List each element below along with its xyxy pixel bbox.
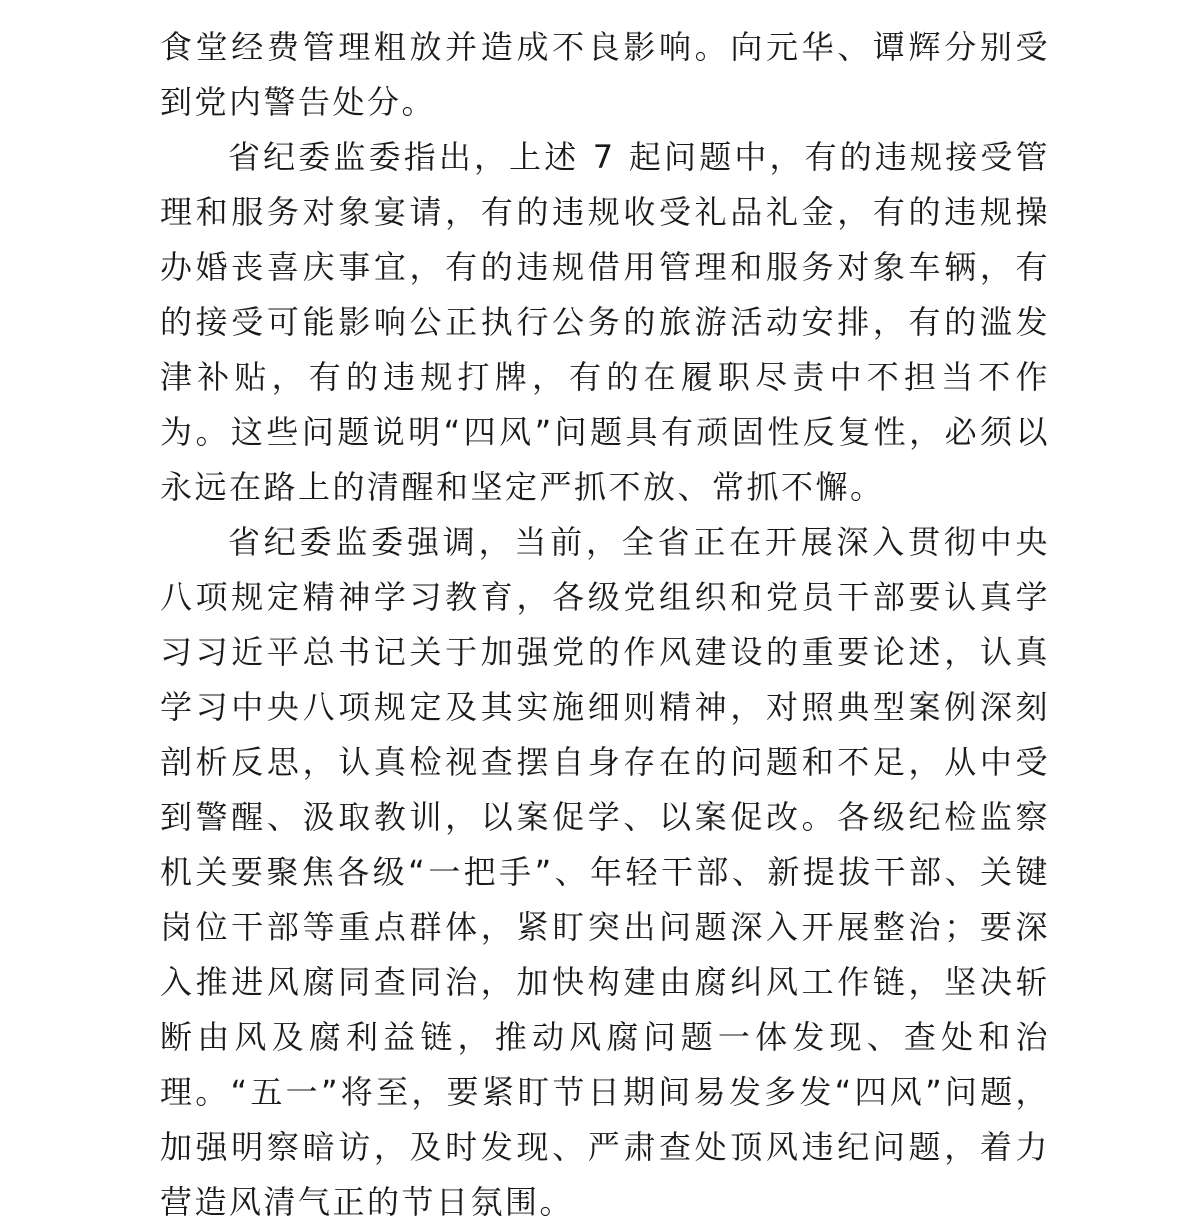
paragraph-continuation: 食堂经费管理粗放并造成不良影响。向元华、谭辉分别受到党内警告处分。 [160, 28, 1050, 121]
paragraph-problems-summary: 省纪委监委指出，上述 7 起问题中，有的违规接受管理和服务对象宴请，有的违规收受礼品礼金，有的违规操办婚丧喜庆事宜，有的违规借用管理和服务对象车辆，有的接受可能影响公正执行公务的旅游活动安排，有的滥发津补贴，有的违规打牌，有的在履职尽责中不担当不作为。这些问题说明“四风”问题具有顽固性反复性，必须以永远在路上的清醒和坚定严抓不放、常抓不懈。 [160, 138, 1050, 506]
paragraph-requirements: 省纪委监委强调，当前，全省正在开展深入贯彻中央八项规定精神学习教育，各级党组织和党员干部要认真学习习近平总书记关于加强党的作风建设的重要论述，认真学习中央八项规定及其实施细则精神，对照典型案例深刻剖析反思，认真检视查摆自身存在的问题和不足，从中受到警醒、汲取教训，以案促学、以案促改。各级纪检监察机关要聚焦各级“一把手”、年轻干部、新提拔干部、关键岗位干部等重点群体，紧盯突出问题深入开展整治；要深入推进风腐同查同治，加快构建由腐纠风工作链，坚决斩断由风及腐利益链，推动风腐问题一体发现、查处和治理。“五一”将至，要紧盯节日期间易发多发“四风”问题，加强明察暗访，及时发现、严肃查处顶风违纪问题，着力营造风清气正的节日氛围。 [160, 523, 1050, 1221]
document-page [160, 20, 1050, 1230]
